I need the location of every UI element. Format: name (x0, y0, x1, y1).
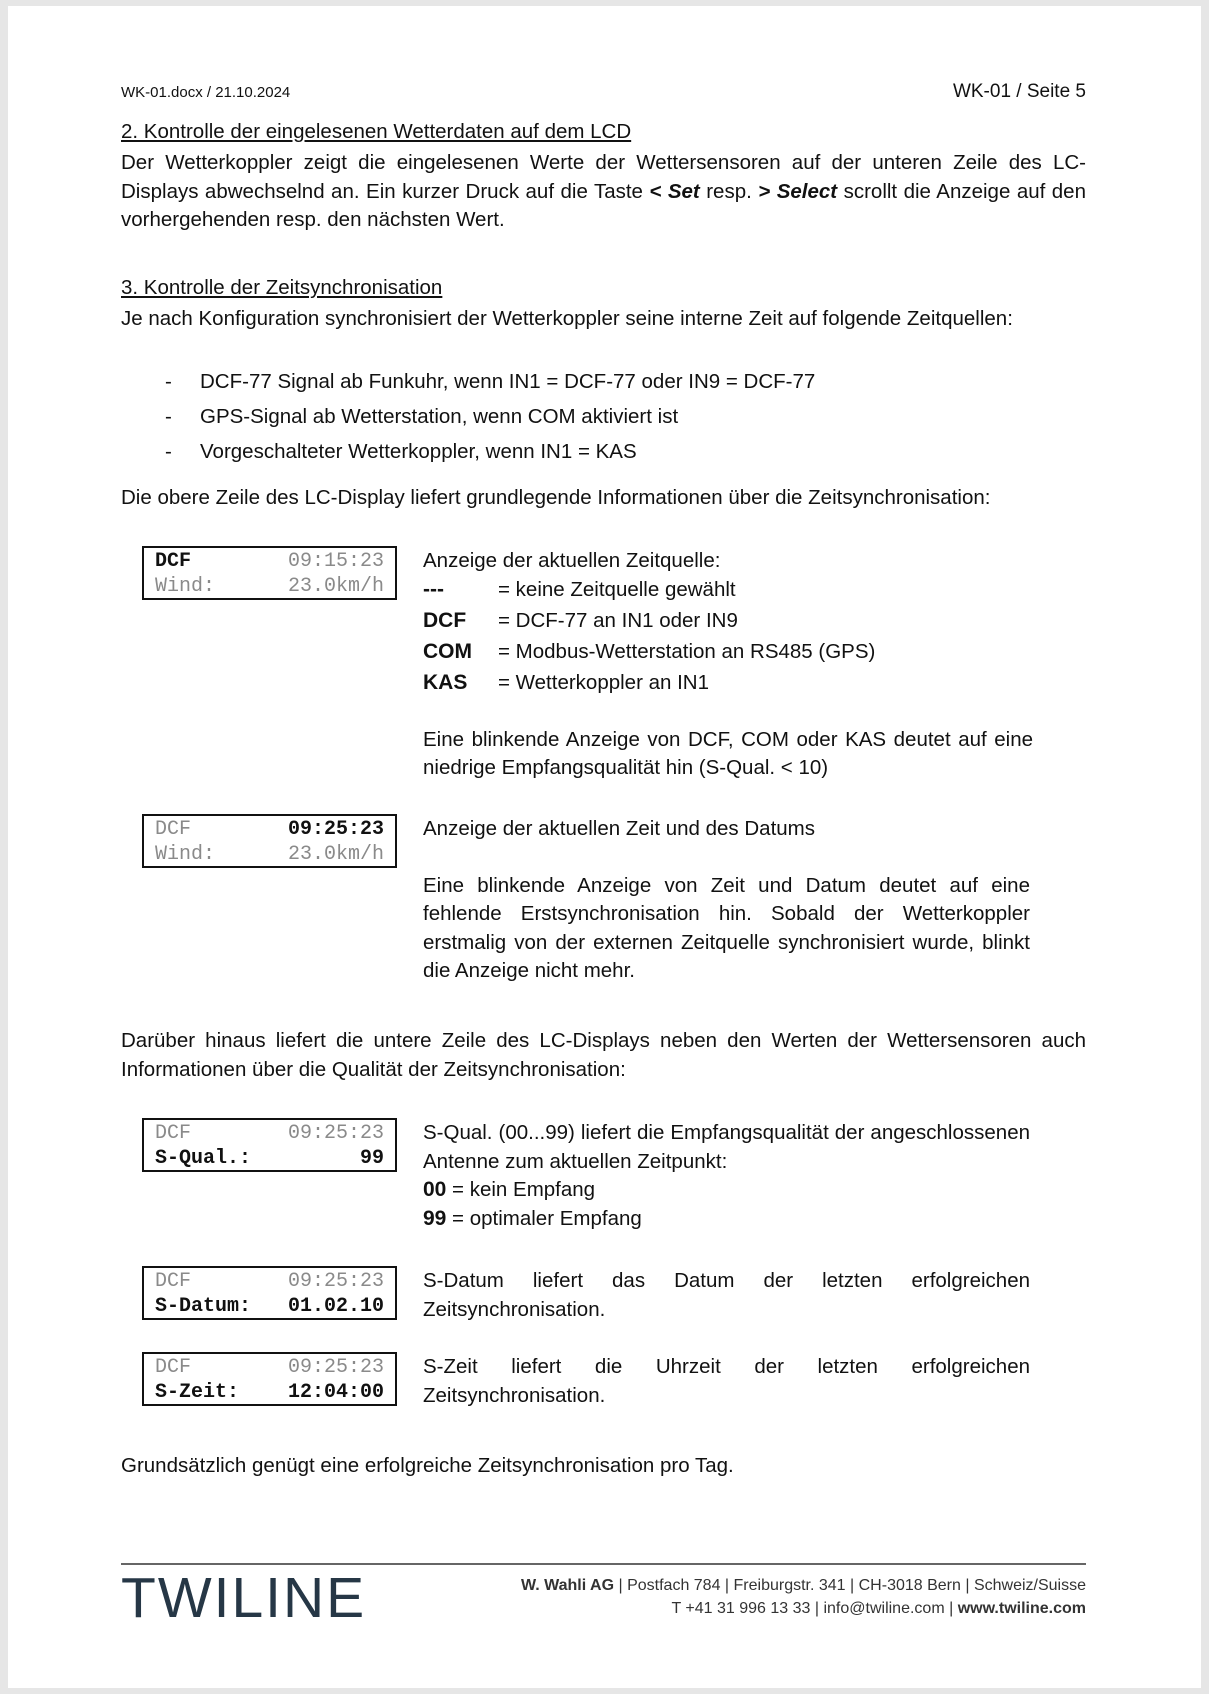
footer-divider (121, 1563, 1086, 1565)
section-2-text: scrollt die Anzeige auf den vorhergehenden resp. den nächsten Wert. (121, 179, 1086, 231)
list-item-text: DCF-77 Signal ab Funkuhr, wenn IN1 = DCF-77 oder IN9 = DCF-77 (200, 370, 816, 393)
lcd-time-source: DCF (155, 1122, 192, 1145)
section-2-paragraph (121, 149, 1086, 235)
definition-value: = DCF-77 an IN1 oder IN9 (498, 608, 738, 632)
lcd-time: 09:25:23 (287, 1270, 384, 1293)
bullet-marker: - (165, 405, 172, 428)
contact-info: T +41 31 996 13 33 | info@twiline.com | (671, 1600, 958, 1617)
header-doc-ref: WK-01.docx / 21.10.2024 (121, 84, 291, 101)
definition-key: COM (423, 639, 472, 663)
definition-row (423, 576, 1033, 607)
key-set-label: < Set (649, 179, 700, 203)
lcd-label: S-Qual.: (155, 1147, 252, 1170)
lcd-label: S-Zeit: (155, 1381, 240, 1404)
section-3-intro: Je nach Konfiguration synchronisiert der Wetterkoppler seine interne Zeit auf folgende Zeitquellen: (121, 307, 1013, 330)
definition-key: 00 (423, 1178, 447, 1201)
list-item-text: GPS-Signal ab Wetterstation, wenn COM aktiviert ist (200, 405, 679, 428)
time-description (423, 815, 1030, 986)
lcd-value: 23.0km/h (287, 575, 384, 598)
lcd-time-source: DCF (155, 550, 192, 573)
postal-address: | Postfach 784 | Freiburgstr. 341 | CH-3018 Bern | Schweiz/Suisse (614, 1577, 1086, 1594)
key-select-label: > Select (758, 179, 838, 203)
section-2-text: resp. (699, 179, 759, 203)
company-name: W. Wahli AG (521, 1577, 615, 1594)
lcd-time-source: DCF (155, 818, 192, 841)
lcd-label: Wind: (155, 575, 216, 598)
lower-line-text: Darüber hinaus liefert die untere Zeile des LC-Displays neben den Werten der Wettersensoren auch Informationen über die Qualität der Zeitsynchronisation: (121, 1029, 1086, 1081)
definition-value: = kein Empfang (446, 1178, 596, 1201)
block-heading: Anzeige der aktuellen Zeit und des Datums (423, 817, 816, 840)
block-text: S-Qual. (00...99) liefert die Empfangsqualität der angeschlossenen Antenne zum aktuellen Zeitpunkt: (423, 1121, 1030, 1173)
lcd-time: 09:25:23 (287, 818, 384, 841)
lcd-value: 01.02.10 (287, 1295, 384, 1318)
definition-value: = optimaler Empfang (446, 1206, 642, 1230)
block-note: Eine blinkende Anzeige von DCF, COM oder KAS deutet auf eine niedrige Empfangsqualität hin (S-Qual. < 10) (423, 727, 1033, 779)
lcd-value: 12:04:00 (287, 1381, 384, 1404)
lcd-display-time-source (142, 546, 397, 600)
list-item (165, 405, 1065, 440)
section-2-title: 2. Kontrolle der eingelesenen Wetterdaten auf dem LCD (121, 120, 632, 143)
definition-key: --- (423, 577, 444, 601)
block-note: Eine blinkende Anzeige von Zeit und Datum deutet auf eine fehlende Erstsynchronisation hin. Sobald der Wetterkoppler erstmalig von der externen Zeitquelle synchronisiert wurde, blinkt die Anzeige nicht mehr. (423, 873, 1030, 982)
definition-value: = keine Zeitquelle gewählt (498, 577, 736, 601)
definition-value: = Wetterkoppler an IN1 (498, 670, 709, 694)
lcd-time-source: DCF (155, 1270, 192, 1293)
signal-quality-description (423, 1119, 1030, 1233)
closing-sentence: Grundsätzlich genügt eine erfolgreiche Zeitsynchronisation pro Tag. (121, 1454, 734, 1477)
block-heading: Anzeige der aktuellen Zeitquelle: (423, 549, 721, 572)
lcd-value: 23.0km/h (287, 843, 384, 866)
lcd-time: 09:15:23 (287, 550, 384, 573)
sync-date-description: S-Datum liefert das Datum der letzten erfolgreichen Zeitsynchronisation. (423, 1269, 1030, 1321)
definition-row (423, 638, 1033, 669)
lcd-time: 09:25:23 (287, 1122, 384, 1145)
lcd-display-sync-date (142, 1266, 397, 1320)
definition-row (423, 1176, 1030, 1205)
company-logo: TWILINE (121, 1566, 367, 1630)
definition-key: DCF (423, 608, 467, 632)
bullet-marker: - (165, 370, 172, 393)
bullet-marker: - (165, 440, 172, 463)
lcd-label: Wind: (155, 843, 216, 866)
definition-row (423, 607, 1033, 638)
definition-value: = Modbus-Wetterstation an RS485 (GPS) (498, 639, 876, 663)
section-3-title: 3. Kontrolle der Zeitsynchronisation (121, 276, 443, 299)
list-item-text: Vorgeschalteter Wetterkoppler, wenn IN1 = KAS (200, 440, 637, 463)
definition-row (423, 1205, 1030, 1234)
list-item (165, 440, 1065, 475)
lcd-display-sync-time (142, 1352, 397, 1406)
lcd-display-signal-quality (142, 1118, 397, 1172)
definition-key: 99 (423, 1206, 447, 1230)
lcd-time-source: DCF (155, 1356, 192, 1379)
definition-key: KAS (423, 670, 468, 694)
time-source-list (165, 370, 1065, 475)
section-2-text: Der Wetterkoppler zeigt die eingelesenen Werte der Wettersensoren auf der unteren Zeile des LC-Displays abwechselnd an. Ein kurzer Druck auf die Taste (121, 151, 1086, 203)
lcd-label: S-Datum: (155, 1295, 252, 1318)
lcd-time: 09:25:23 (287, 1356, 384, 1379)
footer-address (460, 1574, 1086, 1620)
upper-line-text: Die obere Zeile des LC-Display liefert grundlegende Informationen über die Zeitsynchronisation: (121, 486, 991, 509)
lcd-display-time (142, 814, 397, 868)
definition-row (423, 669, 1033, 700)
website-link[interactable]: www.twiline.com (957, 1600, 1086, 1617)
list-item (165, 370, 1065, 405)
header-page-ref: WK-01 / Seite 5 (952, 81, 1086, 102)
lcd-value: 99 (359, 1147, 384, 1170)
sync-time-description: S-Zeit liefert die Uhrzeit der letzten erfolgreichen Zeitsynchronisation. (423, 1355, 1030, 1407)
time-source-description (423, 547, 1033, 783)
